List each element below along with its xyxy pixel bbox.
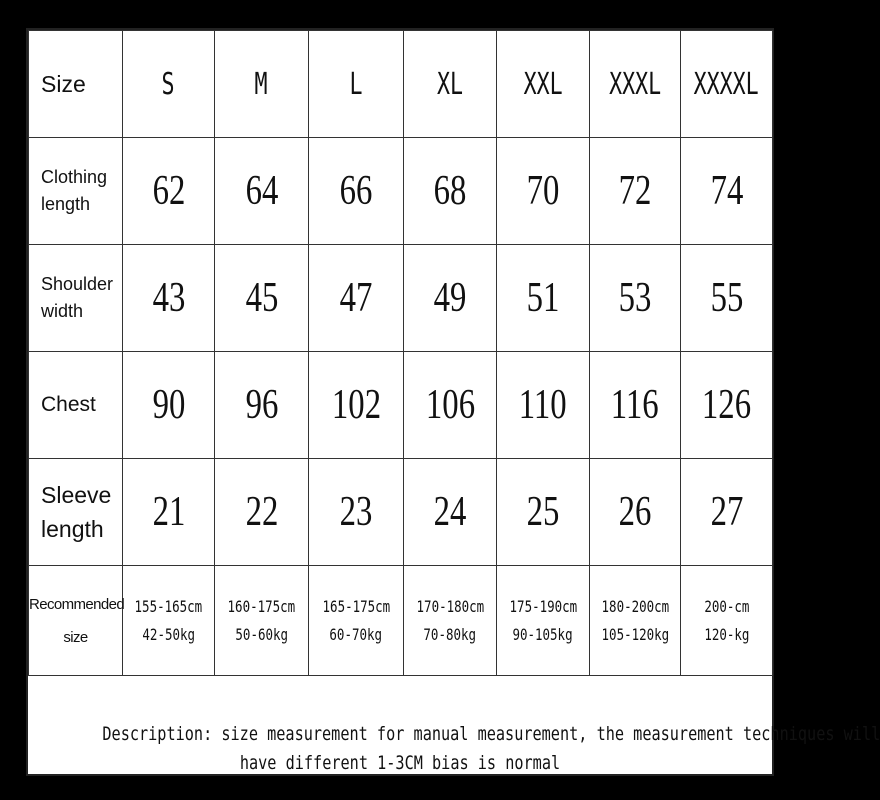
size-header-label: Size bbox=[29, 31, 123, 138]
value-cell: 110 bbox=[519, 382, 567, 428]
value-cell: 90 bbox=[152, 382, 185, 428]
size-header-row bbox=[29, 31, 773, 138]
row-label-clothing-length: Clothing length bbox=[29, 138, 123, 245]
row-label-sleeve-length: Sleeve length bbox=[29, 459, 123, 566]
size-chart bbox=[26, 28, 880, 776]
value-cell: 62 bbox=[152, 168, 185, 214]
size-header-s: S bbox=[123, 31, 215, 138]
table-row-clothing-length bbox=[29, 138, 773, 245]
table-row-recommended-size bbox=[29, 566, 773, 676]
value-cell: 26 bbox=[618, 489, 652, 535]
table-row-chest bbox=[29, 352, 773, 459]
size-header-m: M bbox=[215, 31, 309, 138]
recommended-cell: 200-cm 120-kg bbox=[681, 566, 773, 676]
recommended-cell: 175-190cm 90-105kg bbox=[497, 566, 590, 676]
recommended-cell: 170-180cm 70-80kg bbox=[404, 566, 497, 676]
description-line-1: Description: size measurement for manual measurement, the measurement techniques will bbox=[102, 723, 880, 745]
value-cell: 45 bbox=[245, 275, 278, 321]
value-cell: 47 bbox=[339, 275, 373, 321]
value-cell: 102 bbox=[331, 382, 381, 428]
recommended-cell: 165-175cm 60-70kg bbox=[309, 566, 404, 676]
value-cell: 25 bbox=[526, 489, 560, 535]
value-cell: 70 bbox=[526, 168, 560, 214]
size-header-l: L bbox=[309, 31, 404, 138]
value-cell: 96 bbox=[245, 382, 278, 428]
row-label-recommended-size: Recommended size bbox=[29, 566, 123, 676]
value-cell: 23 bbox=[339, 489, 373, 535]
recommended-cell: 155-165cm 42-50kg bbox=[123, 566, 215, 676]
size-header-xxl: XXL bbox=[497, 31, 590, 138]
value-cell: 55 bbox=[710, 275, 743, 321]
table-row-sleeve-length bbox=[29, 459, 773, 566]
value-cell: 21 bbox=[152, 489, 185, 535]
recommended-cell: 160-175cm 50-60kg bbox=[215, 566, 309, 676]
value-cell: 116 bbox=[611, 382, 659, 428]
value-cell: 66 bbox=[339, 168, 373, 214]
row-label-chest: Chest bbox=[29, 352, 123, 459]
size-table bbox=[28, 30, 773, 676]
size-header-xl: XL bbox=[404, 31, 497, 138]
value-cell: 64 bbox=[245, 168, 278, 214]
value-cell: 68 bbox=[433, 168, 467, 214]
value-cell: 49 bbox=[433, 275, 467, 321]
size-header-xxxl: XXXL bbox=[590, 31, 681, 138]
value-cell: 22 bbox=[245, 489, 278, 535]
value-cell: 72 bbox=[618, 168, 652, 214]
description-note bbox=[28, 678, 880, 776]
value-cell: 43 bbox=[152, 275, 185, 321]
value-cell: 106 bbox=[425, 382, 475, 428]
description-line-2: have different 1-3CM bias is normal bbox=[239, 752, 561, 774]
value-cell: 74 bbox=[710, 168, 743, 214]
size-header-xxxxl: XXXXL bbox=[681, 31, 773, 138]
value-cell: 27 bbox=[710, 489, 743, 535]
value-cell: 126 bbox=[701, 382, 752, 428]
value-cell: 53 bbox=[618, 275, 652, 321]
recommended-cell: 180-200cm 105-120kg bbox=[590, 566, 681, 676]
value-cell: 24 bbox=[433, 489, 467, 535]
table-row-shoulder-width bbox=[29, 245, 773, 352]
value-cell: 51 bbox=[526, 275, 560, 321]
row-label-shoulder-width: Shoulder width bbox=[29, 245, 123, 352]
